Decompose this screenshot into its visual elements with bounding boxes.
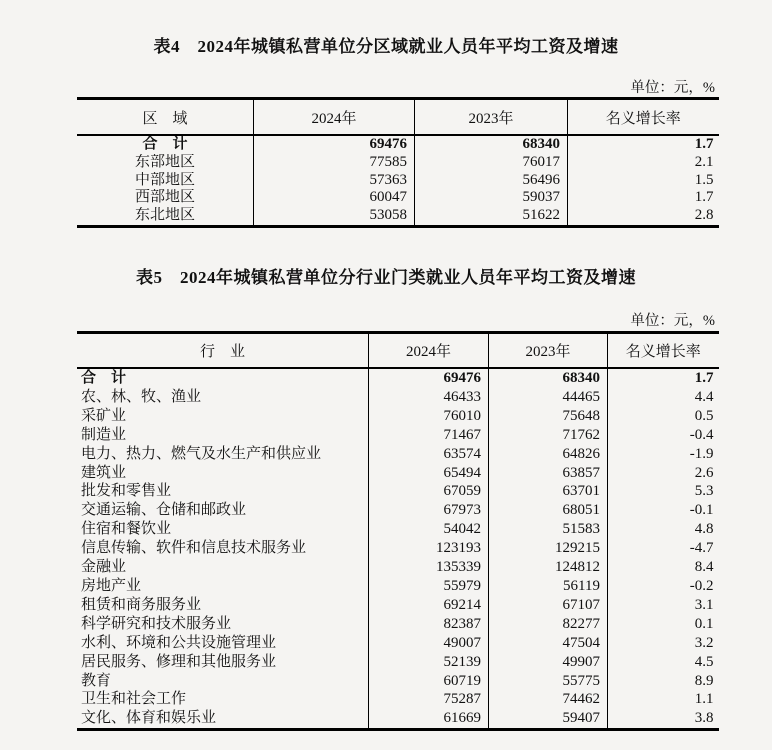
value-cell: 54042 (369, 520, 489, 539)
value-cell: 2.6 (694, 464, 714, 481)
value-cell: -0.4 (689, 426, 714, 443)
table5-body (77, 368, 719, 730)
table-row (77, 615, 719, 634)
value-cell: 60719 (369, 672, 489, 691)
value-cell: 3.8 (694, 710, 714, 727)
value-cell: 4.5 (694, 653, 714, 670)
row-label-cell: 建筑业 (77, 464, 369, 483)
value-cell: 123193 (369, 539, 489, 558)
row-label-cell: 电力、热力、燃气及水生产和供应业 (77, 445, 369, 464)
value-cell: 46433 (369, 388, 489, 407)
value-cell: -1.9 (689, 445, 714, 462)
table-row (77, 520, 719, 539)
table-row (77, 172, 719, 190)
row-label-cell: 卫生和社会工作 (77, 690, 369, 709)
value-cell: 61669 (369, 709, 489, 729)
value-cell: 71762 (489, 426, 608, 445)
row-label-cell: 居民服务、修理和其他服务业 (77, 653, 369, 672)
table4-header-growth: 名义增长率 (568, 99, 719, 136)
table-row (77, 154, 719, 172)
value-cell: 60047 (254, 189, 415, 207)
table5 (77, 331, 719, 731)
table4-header-row (77, 99, 719, 136)
value-cell: 75287 (369, 690, 489, 709)
value-cell: 55775 (489, 672, 608, 691)
value-cell: -0.2 (689, 577, 714, 594)
table-row (77, 558, 719, 577)
value-cell: 2.8 (694, 207, 714, 224)
value-cell: 1.7 (694, 189, 714, 206)
value-cell: -4.7 (689, 540, 714, 557)
row-label-cell: 交通运输、仓储和邮政业 (77, 501, 369, 520)
table-row (77, 634, 719, 653)
row-label-cell: 教育 (77, 672, 369, 691)
table4-body (77, 135, 719, 226)
value-cell: 76010 (369, 407, 489, 426)
table5-header-row (77, 333, 719, 369)
row-label-cell: 合 计 (77, 135, 254, 154)
table-row (77, 672, 719, 691)
value-cell: 67059 (369, 482, 489, 501)
value-cell: 65494 (369, 464, 489, 483)
value-cell: 8.4 (694, 559, 714, 576)
value-cell: 56496 (415, 172, 568, 190)
row-label-cell: 合 计 (77, 368, 369, 388)
value-cell: 63857 (489, 464, 608, 483)
value-cell: 1.1 (694, 691, 714, 708)
table-row (77, 207, 719, 226)
value-cell: 51583 (489, 520, 608, 539)
table4-header-2024: 2024年 (254, 99, 415, 136)
value-cell: 0.1 (694, 615, 714, 632)
table4-title: 表4 2024年城镇私营单位分区域就业人员年平均工资及增速 (153, 37, 619, 56)
row-label-cell: 东部地区 (77, 154, 254, 172)
value-cell: 49907 (489, 653, 608, 672)
table-row (77, 577, 719, 596)
table-row (77, 709, 719, 729)
table4-header (77, 99, 719, 136)
value-cell: 67973 (369, 501, 489, 520)
value-cell: 49007 (369, 634, 489, 653)
value-cell: 56119 (489, 577, 608, 596)
table-row (77, 464, 719, 483)
table-total-row (77, 368, 719, 388)
value-cell: 67107 (489, 596, 608, 615)
row-label-cell: 中部地区 (77, 172, 254, 190)
value-cell: 69476 (254, 135, 415, 154)
table5-header-growth: 名义增长率 (608, 333, 719, 369)
value-cell: 68340 (415, 135, 568, 154)
value-cell: 135339 (369, 558, 489, 577)
row-label-cell: 农、林、牧、渔业 (77, 388, 369, 407)
value-cell: 3.2 (694, 634, 714, 651)
value-cell: 124812 (489, 558, 608, 577)
value-cell: 63701 (489, 482, 608, 501)
value-cell: 2.1 (694, 153, 714, 170)
value-cell: 77585 (254, 154, 415, 172)
row-label-cell: 东北地区 (77, 207, 254, 226)
value-cell: 82387 (369, 615, 489, 634)
row-label-cell: 水利、环境和公共设施管理业 (77, 634, 369, 653)
table-row (77, 388, 719, 407)
row-label-cell: 住宿和餐饮业 (77, 520, 369, 539)
value-cell: 47504 (489, 634, 608, 653)
table-total-row (77, 135, 719, 154)
value-cell: 71467 (369, 426, 489, 445)
table-row (77, 690, 719, 709)
value-cell: 53058 (254, 207, 415, 226)
value-cell: 68340 (489, 368, 608, 388)
value-cell: 82277 (489, 615, 608, 634)
table-row (77, 407, 719, 426)
table-row (77, 482, 719, 501)
table-row (77, 445, 719, 464)
value-cell: 69214 (369, 596, 489, 615)
value-cell: 69476 (369, 368, 489, 388)
row-label-cell: 采矿业 (77, 407, 369, 426)
table-row (77, 653, 719, 672)
row-label-cell: 制造业 (77, 426, 369, 445)
table-row (77, 189, 719, 207)
value-cell: 57363 (254, 172, 415, 190)
table4-header-2023: 2023年 (415, 99, 568, 136)
value-cell: 8.9 (694, 672, 714, 689)
value-cell: 74462 (489, 690, 608, 709)
value-cell: 55979 (369, 577, 489, 596)
value-cell: 75648 (489, 407, 608, 426)
value-cell: 1.7 (694, 136, 714, 152)
table-row (77, 539, 719, 558)
value-cell: 4.8 (694, 521, 714, 538)
value-cell: 52139 (369, 653, 489, 672)
table5-header (77, 333, 719, 369)
row-label-cell: 房地产业 (77, 577, 369, 596)
table4-unit-note: 单位：元，% (630, 80, 715, 96)
value-cell: 129215 (489, 539, 608, 558)
value-cell: 63574 (369, 445, 489, 464)
value-cell: 68051 (489, 501, 608, 520)
table5-title: 表5 2024年城镇私营单位分行业门类就业人员年平均工资及增速 (136, 268, 636, 287)
table5-header-2024: 2024年 (369, 333, 489, 369)
table-row (77, 426, 719, 445)
value-cell: 44465 (489, 388, 608, 407)
table5-unit-note: 单位：元，% (630, 313, 715, 329)
row-label-cell: 金融业 (77, 558, 369, 577)
table4-header-region: 区 域 (77, 99, 254, 136)
table5-header-industry: 行 业 (77, 333, 369, 369)
table-row (77, 501, 719, 520)
value-cell: 76017 (415, 154, 568, 172)
value-cell: -0.1 (689, 502, 714, 519)
value-cell: 1.5 (694, 171, 714, 188)
table-row (77, 596, 719, 615)
row-label-cell: 西部地区 (77, 189, 254, 207)
row-label-cell: 文化、体育和娱乐业 (77, 709, 369, 729)
value-cell: 4.4 (694, 388, 714, 405)
value-cell: 3.1 (694, 596, 714, 613)
row-label-cell: 批发和零售业 (77, 482, 369, 501)
value-cell: 59407 (489, 709, 608, 729)
value-cell: 51622 (415, 207, 568, 226)
row-label-cell: 租赁和商务服务业 (77, 596, 369, 615)
value-cell: 64826 (489, 445, 608, 464)
row-label-cell: 信息传输、软件和信息技术服务业 (77, 539, 369, 558)
value-cell: 0.5 (694, 407, 714, 424)
table4 (77, 97, 719, 228)
value-cell: 5.3 (694, 483, 714, 500)
value-cell: 1.7 (694, 370, 714, 386)
row-label-cell: 科学研究和技术服务业 (77, 615, 369, 634)
table5-header-2023: 2023年 (489, 333, 608, 369)
value-cell: 59037 (415, 189, 568, 207)
